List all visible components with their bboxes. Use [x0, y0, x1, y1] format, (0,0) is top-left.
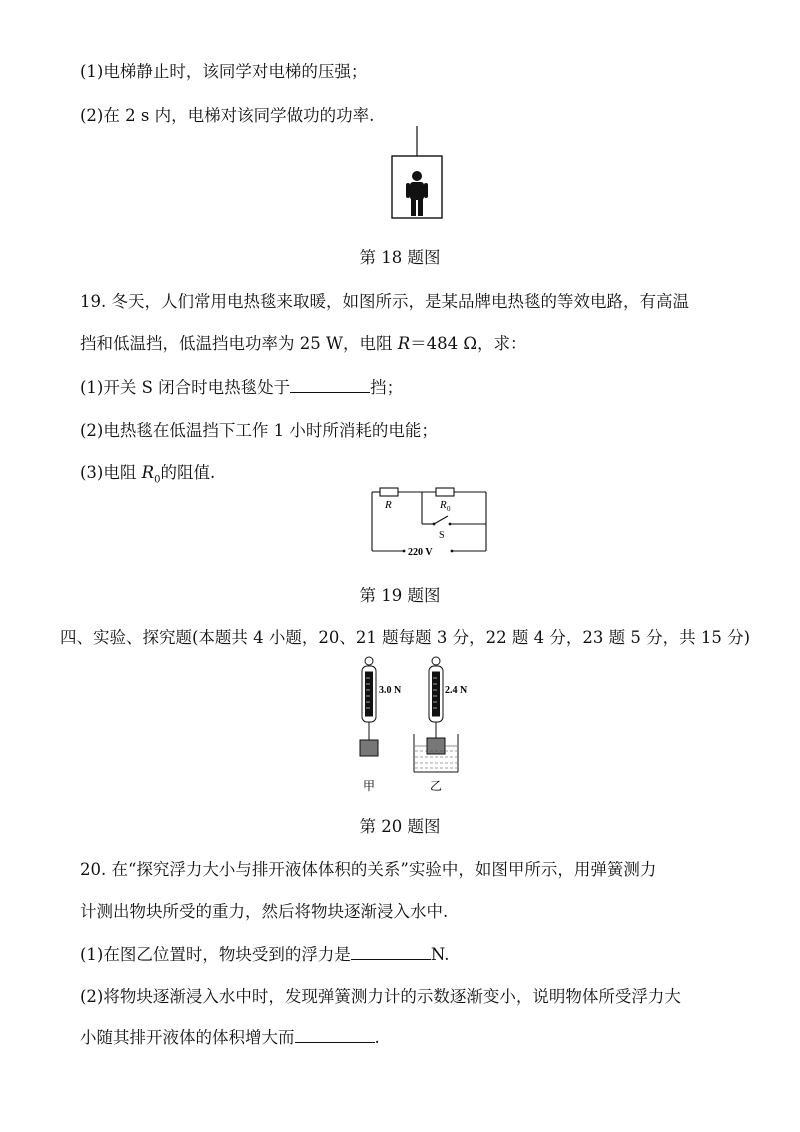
spring-scale-jia [360, 657, 378, 756]
section4-heading: 四、实验、探究题(本题共 4 小题，20、21 题每题 3 分，22 题 4 分，23 题 5 分，共 15 分) [60, 628, 751, 647]
q18-elevator-figure [386, 126, 448, 222]
q19-sub1 [80, 378, 403, 398]
q20-sub1 [80, 945, 450, 965]
q18-sub1: (1)电梯静止时，该同学对电梯的压强； [80, 62, 368, 81]
q20-sub1-text-end: N. [430, 945, 450, 964]
q19-intro-line1: 19. 冬天，人们常用电热毯来取暖，如图所示，是某品牌电热毯的等效电路，有高温 [80, 292, 689, 311]
q20-intro-line2: 计测出物块所受的重力，然后将物块逐渐浸入水中. [80, 902, 449, 921]
q20-intro-line1: 20. 在“探究浮力大小与排开液体体积的关系”实验中，如图甲所示，用弹簧测力 [80, 860, 657, 879]
q19-caption: 第 19 题图 [359, 586, 441, 605]
q20-sub2-line2 [80, 1028, 380, 1048]
q18-sub2: (2)在 2 s 内，电梯对该同学做功的功率. [80, 106, 375, 125]
q19-intro-text: 挡和低温挡，低温挡电功率为 25 W，电阻 [80, 334, 398, 353]
spring-scale-yi [427, 657, 445, 754]
q20-caption: 第 20 题图 [359, 817, 441, 836]
label-jia: 甲 [363, 779, 376, 793]
q20-sub2-text: 小随其排开液体的体积增大而 [80, 1028, 295, 1047]
q20-sub2-text-end: . [374, 1028, 380, 1047]
person-icon [406, 171, 428, 216]
q19-intro-text-end: ＝484 Ω，求： [410, 334, 527, 353]
q20-sub2-blank[interactable] [295, 1028, 375, 1043]
q19-sub3 [80, 463, 215, 490]
q20-sub1-text: (1)在图乙位置时，物块受到的浮力是 [80, 945, 351, 964]
q19-circuit-diagram [366, 484, 492, 558]
q19-sub3-text-end: 的阻值. [160, 463, 216, 482]
label-voltage: 220 V [408, 547, 433, 558]
resistor-r [380, 488, 398, 496]
q19-r0-subscript: 0 [154, 474, 161, 486]
q19-resistor-symbol: R [397, 334, 411, 353]
reading-jia: 3.0 N [379, 685, 402, 696]
resistor-r0 [436, 488, 454, 496]
q19-sub1-text: (1)开关 S 闭合时电热毯处于 [80, 378, 291, 397]
q19-sub1-text-end: 挡； [370, 378, 404, 397]
q19-sub2: (2)电热毯在低温挡下工作 1 小时所消耗的电能； [80, 421, 438, 440]
q19-intro-line2 [80, 334, 527, 354]
q19-sub1-blank[interactable] [290, 378, 370, 393]
q19-sub3-text: (3)电阻 [80, 463, 142, 482]
q20-spring-scale-figure [348, 654, 468, 794]
reading-yi: 2.4 N [445, 685, 468, 696]
q20-sub1-blank[interactable] [351, 945, 431, 960]
q19-r0-symbol: R [141, 463, 155, 482]
label-r0: R [440, 499, 447, 511]
label-s: S [439, 530, 445, 541]
switch-s [434, 516, 448, 524]
q18-caption: 第 18 题图 [359, 248, 441, 267]
label-r0-sub: 0 [447, 505, 451, 513]
q20-sub2-line1: (2)将物块逐渐浸入水中时，发现弹簧测力计的示数逐渐变小，说明物体所受浮力大 [80, 987, 681, 1006]
label-r: R [385, 499, 392, 511]
label-yi: 乙 [430, 779, 443, 793]
